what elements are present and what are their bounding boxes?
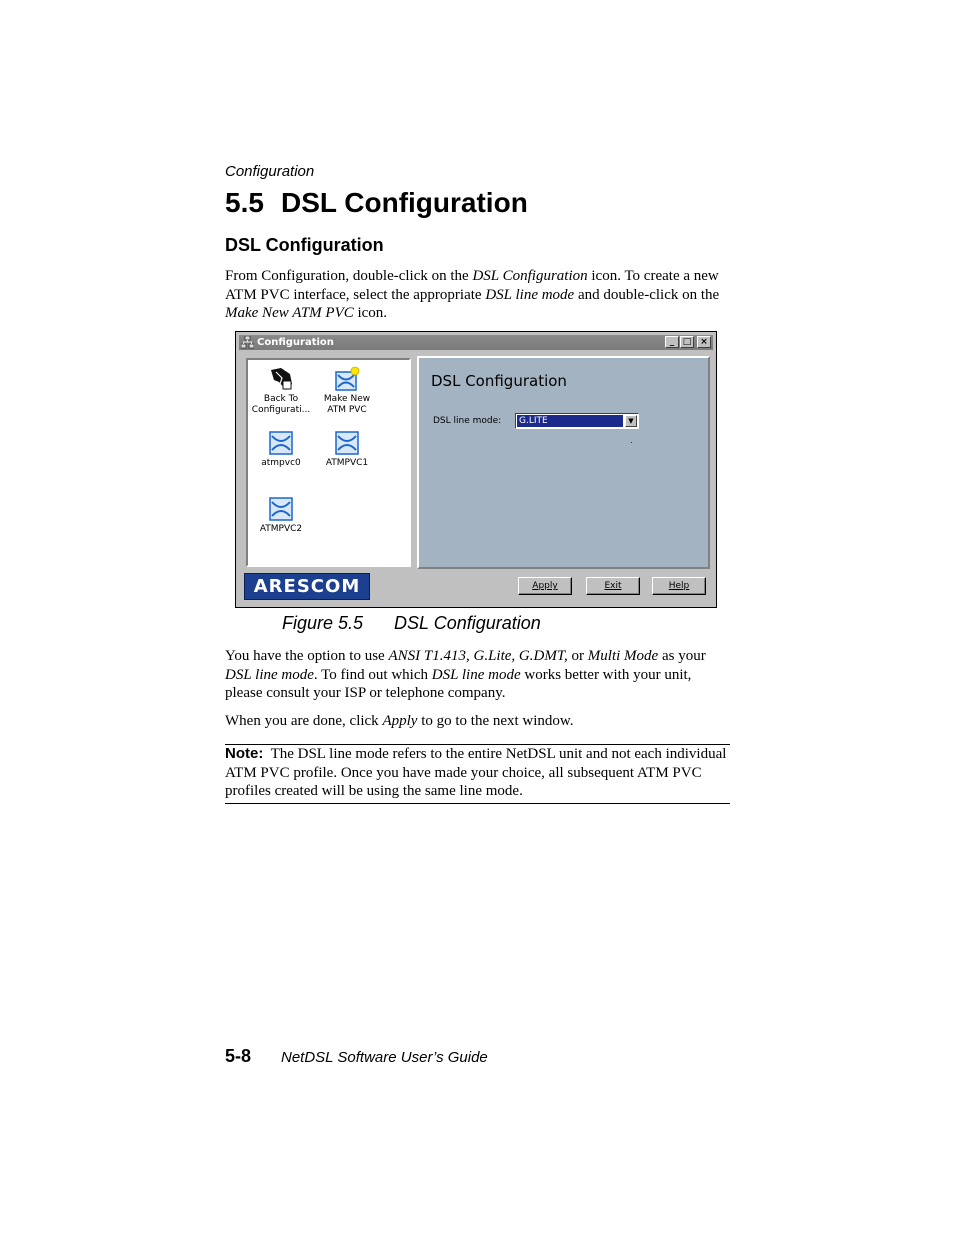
help-button-label: Help — [668, 581, 690, 591]
line-mode-select[interactable] — [515, 413, 639, 429]
intro-paragraph — [225, 267, 731, 323]
text-run: When you are done, click — [225, 713, 383, 729]
text-run: or — [567, 648, 588, 664]
note-label: Note: — [225, 745, 264, 762]
italic-run: DSL line mode — [225, 666, 314, 683]
icon-label: Configurati... — [251, 405, 311, 415]
window-titlebar[interactable] — [239, 335, 713, 350]
italic-run: DSL line mode — [431, 666, 521, 683]
subsection-title: DSL Configuration — [225, 235, 384, 255]
text-run: You have the option to use — [225, 648, 389, 664]
page-number: 5-8 — [225, 1046, 252, 1066]
atmpvc1-item[interactable] — [316, 430, 378, 469]
make-new-atm-pvc-item[interactable] — [316, 366, 378, 416]
help-button[interactable] — [652, 577, 706, 595]
line-mode-value: G.LITE — [517, 415, 623, 427]
italic-run: DSL line mode — [485, 286, 575, 303]
icon-pane — [246, 358, 411, 567]
pvc-icon — [268, 430, 294, 456]
chevron-down-icon[interactable]: ▼ — [625, 415, 637, 427]
pvc-icon — [334, 430, 360, 456]
stray-dot — [631, 442, 632, 443]
panel-title: DSL Configuration — [431, 372, 567, 390]
note-block — [225, 745, 730, 801]
new-pvc-icon — [334, 366, 360, 392]
exit-button-label: Exit — [604, 581, 622, 591]
configuration-window — [235, 331, 717, 608]
section-title — [225, 187, 528, 219]
apply-button[interactable] — [518, 577, 572, 595]
italic-run: Make New ATM PVC — [225, 305, 354, 321]
icon-label: ATMPVC2 — [259, 524, 303, 534]
apply-button-label: Apply — [532, 581, 558, 591]
italic-run: ANSI T1.413, G.Lite, G.DMT, — [388, 648, 568, 664]
text-run: icon. — [353, 305, 388, 321]
section-title-text: DSL Configuration — [281, 187, 528, 218]
note-bottom-rule — [225, 803, 730, 804]
figure-label: Figure 5.5 — [282, 613, 364, 633]
icon-label: Back To — [263, 394, 299, 404]
back-arrow-icon — [268, 366, 294, 392]
close-button[interactable]: × — [697, 336, 711, 348]
text-run: . To find out which — [313, 666, 432, 683]
exit-button[interactable] — [586, 577, 640, 595]
dsl-config-panel — [417, 356, 710, 569]
text-run: to go to the next window. — [417, 713, 574, 729]
line-mode-label: DSL line mode: — [433, 416, 502, 426]
arescom-logo: ARESCOM — [244, 573, 370, 600]
text-run: works better with your unit, please consult your ISP or telephone company. — [225, 666, 692, 701]
book-title: NetDSL Software User’s Guide — [281, 1049, 488, 1066]
network-icon — [241, 336, 254, 349]
italic-run: DSL Configuration — [472, 268, 588, 284]
section-number: 5.5 — [225, 187, 264, 218]
minimize-button[interactable]: _ — [665, 336, 679, 348]
figure-caption-text: DSL Configuration — [394, 613, 541, 633]
page-footer — [225, 1046, 488, 1067]
text-run: icon. To create a new ATM PVC interface, select the appropriate — [225, 268, 719, 303]
window-title: Configuration — [257, 337, 334, 348]
icon-label: Make New — [323, 394, 371, 404]
line-mode-paragraph — [225, 647, 731, 703]
italic-run: Apply — [382, 713, 418, 729]
italic-run: Multi Mode — [587, 648, 659, 664]
atmpvc0-item[interactable] — [250, 430, 312, 469]
done-paragraph — [225, 712, 731, 731]
icon-label: ATM PVC — [327, 405, 367, 415]
atmpvc2-item[interactable] — [250, 496, 312, 535]
pvc-icon — [268, 496, 294, 522]
text-run: and double-click on the — [574, 286, 720, 303]
maximize-button[interactable]: □ — [680, 336, 694, 348]
figure-caption — [282, 613, 541, 634]
icon-label: ATMPVC1 — [325, 458, 369, 468]
text-run: From Configuration, double-click on the — [225, 268, 473, 284]
text-run: as your — [658, 648, 706, 664]
icon-label: atmpvc0 — [261, 458, 301, 468]
back-to-configuration-item[interactable] — [250, 366, 312, 416]
note-text: The DSL line mode refers to the entire NetDSL unit and not each individual ATM PVC profile. Once you have made your choice, all subsequent ATM PVC profiles created will be using the same line mode. — [225, 746, 727, 799]
running-head: Configuration — [225, 163, 315, 180]
